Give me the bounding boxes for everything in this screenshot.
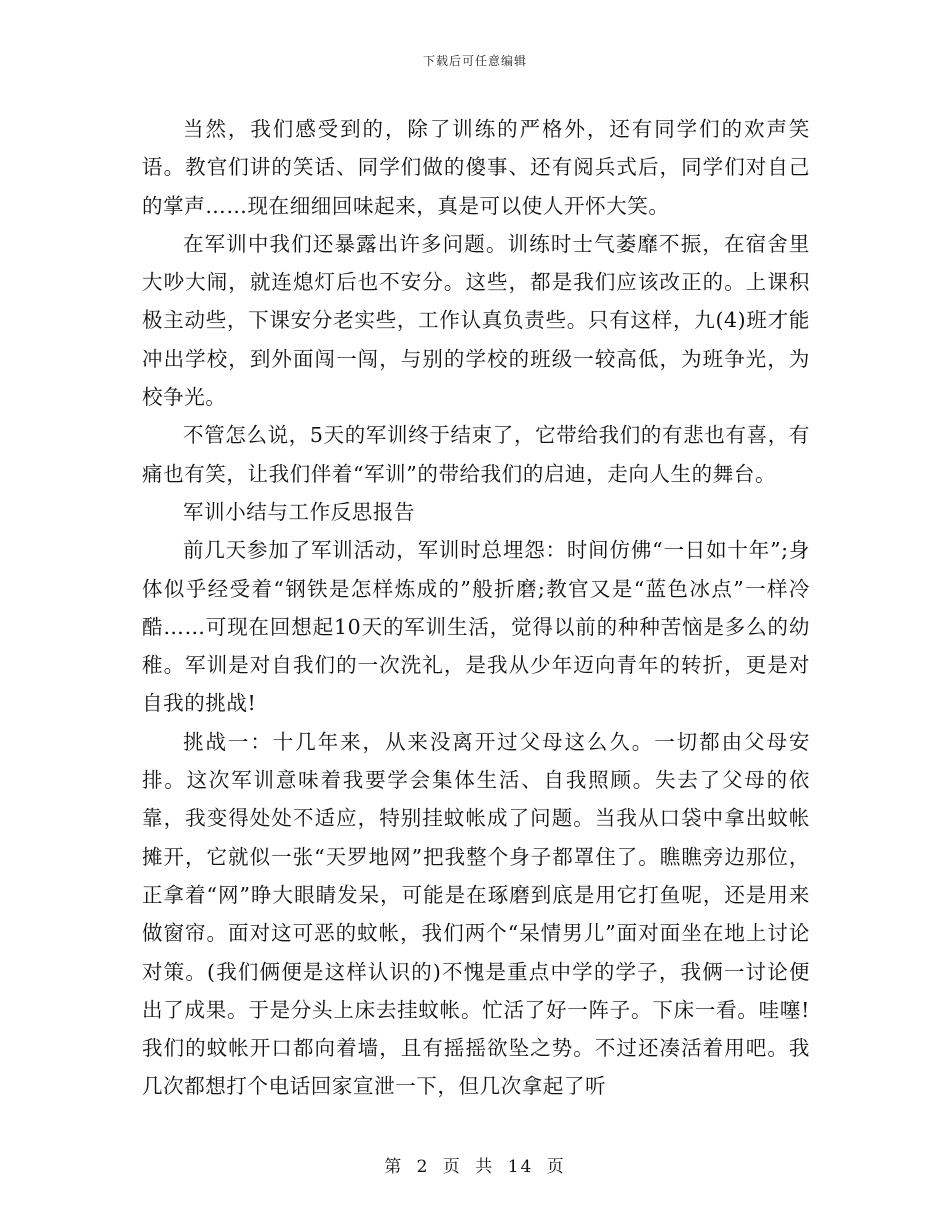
paragraph-3: 不管怎么说，5天的军训终于结束了，它带给我们的有悲也有喜，有痛也有笑，让我们伴着“军训”的带给我们的启迪，走向人生的舞台。: [142, 423, 810, 486]
page-number: 第 2 页 共 14 页: [384, 1157, 566, 1177]
paragraph-1: 当然，我们感受到的，除了训练的严格外，还有同学们的欢声笑语。教官们讲的笑话、同学们做的傻事、还有阅兵式后，同学们对自己的掌声……现在细细回味起来，真是可以使人开怀大笑。: [142, 117, 810, 218]
paragraph-5: 挑战一：十几年来，从来没离开过父母这么久。一切都由父母安排。这次军训意味着我要学会集体生活、自我照顾。失去了父母的依靠，我变得处处不适应，特别挂蚊帐成了问题。当我从口袋中拿出蚊帐摊开，它就似一张“天罗地网”把我整个身子都罩住了。瞧瞧旁边那位，正拿着“网”睁大眼睛发呆，可能是在琢磨到底是用它打鱼呢，还是用来做窗帘。面对这可恶的蚊帐，我们两个“呆情男儿”面对面坐在地上讨论对策。(我们俩便是这样认识的)不愧是重点中学的学子，我俩一讨论便出了成果。于是分头上床去挂蚊帐。忙活了好一阵子。下床一看。哇噻!我们的蚊帐开口都向着墙，且有摇摇欲坠之势。不过还凑活着用吧。我几次都想打个电话回家宣泄一下，但几次拿起了听: [142, 729, 810, 1099]
paragraph-4: 前几天参加了军训活动，军训时总埋怨：时间仿佛“一日如十年”;身体似乎经受着“钢铁是怎样炼成的”般折磨;教官又是“蓝色冰点”一样冷酷……可现在回想起10天的军训生活，觉得以前的种种苦恼是多么的幼稚。军训是对自我们的一次洗礼，是我从少年迈向青年的转折，更是对自我的挑战!: [142, 538, 810, 716]
section-title: 军训小结与工作反思报告: [183, 499, 416, 524]
paragraph-2: 在军训中我们还暴露出许多问题。训练时士气萎靡不振，在宿舍里大吵大闹，就连熄灯后也不安分。这些，都是我们应该改正的。上课积极主动些，下课安分老实些，工作认真负责些。只有这样，九(4)班才能冲出学校，到外面闯一闯，与别的学校的班级一较高低，为班争光，为校争光。: [142, 231, 810, 410]
document-body: [142, 110, 810, 1106]
page-header: 下载后可任意编辑: [422, 54, 527, 68]
